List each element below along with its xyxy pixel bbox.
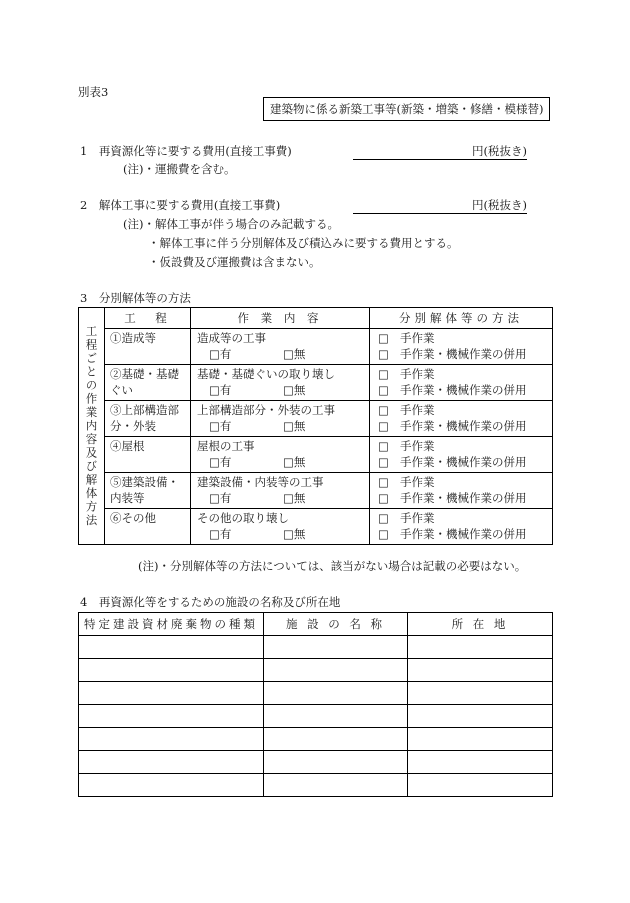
no-checkbox[interactable]: □無 bbox=[283, 491, 306, 505]
document-title: 建築物に係る新築工事等(新築・増築・修繕・模様替) bbox=[263, 97, 550, 121]
side-label: 工程ごとの作業内容及び解体方法 bbox=[79, 308, 105, 545]
yes-checkbox[interactable]: □有 bbox=[209, 347, 232, 361]
checkbox[interactable]: □ bbox=[378, 419, 389, 433]
table-cell[interactable] bbox=[408, 682, 553, 705]
combined-method-option[interactable]: □ 手作業・機械作業の併用 bbox=[378, 347, 527, 361]
no-checkbox[interactable]: □無 bbox=[283, 383, 306, 397]
yes-checkbox[interactable]: □有 bbox=[209, 491, 232, 505]
combined-method-option[interactable]: □ 手作業・機械作業の併用 bbox=[378, 383, 527, 397]
yes-checkbox[interactable]: □有 bbox=[209, 455, 232, 469]
method-cell bbox=[370, 473, 553, 509]
checkbox[interactable]: □ bbox=[378, 439, 389, 453]
table-cell[interactable] bbox=[79, 728, 264, 751]
process-cell: ⑥その他 bbox=[105, 509, 191, 545]
column-header: 特定建設資材廃棄物の種類 bbox=[79, 613, 264, 636]
work-name: 建築設備・内装等の工事 bbox=[197, 475, 324, 489]
table-row bbox=[79, 636, 553, 659]
process-cell: ⑤建築設備・内装等 bbox=[105, 473, 191, 509]
checkbox[interactable]: □ bbox=[378, 527, 389, 541]
checkbox[interactable]: □ bbox=[378, 347, 389, 361]
section4-label: 4 再資源化等をするための施設の名称及び所在地 bbox=[80, 595, 341, 609]
table-cell[interactable] bbox=[408, 774, 553, 797]
no-checkbox[interactable]: □無 bbox=[283, 347, 306, 361]
no-checkbox[interactable]: □無 bbox=[283, 527, 306, 541]
checkbox[interactable]: □ bbox=[378, 475, 389, 489]
manual-method-option[interactable]: □ 手作業 bbox=[378, 331, 435, 345]
table-row bbox=[79, 329, 553, 365]
table-cell[interactable] bbox=[79, 751, 264, 774]
work-cell bbox=[191, 329, 370, 365]
table-row bbox=[79, 509, 553, 545]
work-cell bbox=[191, 437, 370, 473]
table-row bbox=[79, 682, 553, 705]
table-cell[interactable] bbox=[79, 705, 264, 728]
combined-method-option[interactable]: □ 手作業・機械作業の併用 bbox=[378, 455, 527, 469]
table-row bbox=[79, 774, 553, 797]
table-header-row bbox=[79, 613, 553, 636]
no-checkbox[interactable]: □無 bbox=[283, 419, 306, 433]
table-cell[interactable] bbox=[264, 636, 408, 659]
work-cell bbox=[191, 473, 370, 509]
manual-method-option[interactable]: □ 手作業 bbox=[378, 403, 435, 417]
combined-method-option[interactable]: □ 手作業・機械作業の併用 bbox=[378, 527, 527, 541]
checkbox[interactable]: □ bbox=[378, 491, 389, 505]
table-cell[interactable] bbox=[264, 751, 408, 774]
work-name: 造成等の工事 bbox=[197, 331, 266, 345]
process-cell: ④屋根 bbox=[105, 437, 191, 473]
process-cell: ①造成等 bbox=[105, 329, 191, 365]
table-cell[interactable] bbox=[79, 774, 264, 797]
section2-note: ・解体工事に伴う分別解体及び積込みに要する費用とする。 bbox=[148, 236, 459, 250]
column-header: 所 在 地 bbox=[408, 613, 553, 636]
table-header-row bbox=[79, 308, 553, 329]
manual-method-option[interactable]: □ 手作業 bbox=[378, 511, 435, 525]
manual-method-option[interactable]: □ 手作業 bbox=[378, 475, 435, 489]
process-cell: ③上部構造部分・外装 bbox=[105, 401, 191, 437]
section2-amount-field[interactable] bbox=[353, 197, 527, 214]
section1-label: 1 再資源化等に要する費用(直接工事費) bbox=[80, 144, 292, 158]
table-cell[interactable] bbox=[264, 659, 408, 682]
table-cell[interactable] bbox=[79, 659, 264, 682]
table-cell[interactable] bbox=[408, 636, 553, 659]
section2-unit: 円(税抜き) bbox=[472, 198, 527, 212]
checkbox[interactable]: □ bbox=[378, 403, 389, 417]
section3-note: (注)・分別解体等の方法については、該当がない場合は記載の必要はない。 bbox=[138, 559, 527, 573]
combined-method-option[interactable]: □ 手作業・機械作業の併用 bbox=[378, 419, 527, 433]
process-cell: ②基礎・基礎ぐい bbox=[105, 365, 191, 401]
table-row bbox=[79, 659, 553, 682]
column-header: 施 設 の 名 称 bbox=[264, 613, 408, 636]
work-name: 上部構造部分・外装の工事 bbox=[197, 403, 335, 417]
checkbox[interactable]: □ bbox=[378, 383, 389, 397]
table-row bbox=[79, 365, 553, 401]
recycling-facility-table bbox=[78, 612, 553, 797]
yes-checkbox[interactable]: □有 bbox=[209, 419, 232, 433]
work-name: その他の取り壊し bbox=[197, 511, 289, 525]
section2-note: ・仮設費及び運搬費は含まない。 bbox=[148, 255, 321, 269]
method-cell bbox=[370, 401, 553, 437]
combined-method-option[interactable]: □ 手作業・機械作業の併用 bbox=[378, 491, 527, 505]
table-row bbox=[79, 437, 553, 473]
work-cell bbox=[191, 365, 370, 401]
table-cell[interactable] bbox=[79, 682, 264, 705]
appendix-label: 別表3 bbox=[78, 85, 109, 99]
section2-note: (注)・解体工事が伴う場合のみ記載する。 bbox=[123, 217, 339, 231]
manual-method-option[interactable]: □ 手作業 bbox=[378, 439, 435, 453]
yes-checkbox[interactable]: □有 bbox=[209, 383, 232, 397]
section1-unit: 円(税抜き) bbox=[472, 144, 527, 158]
work-cell bbox=[191, 401, 370, 437]
table-row bbox=[79, 401, 553, 437]
table-cell[interactable] bbox=[264, 682, 408, 705]
method-cell bbox=[370, 509, 553, 545]
no-checkbox[interactable]: □無 bbox=[283, 455, 306, 469]
table-cell[interactable] bbox=[408, 705, 553, 728]
checkbox[interactable]: □ bbox=[378, 331, 389, 345]
work-name: 基礎・基礎ぐいの取り壊し bbox=[197, 367, 335, 381]
method-cell bbox=[370, 329, 553, 365]
section1-note: (注)・運搬費を含む。 bbox=[123, 162, 236, 176]
table-cell[interactable] bbox=[264, 705, 408, 728]
checkbox[interactable]: □ bbox=[378, 511, 389, 525]
checkbox[interactable]: □ bbox=[378, 367, 389, 381]
manual-method-option[interactable]: □ 手作業 bbox=[378, 367, 435, 381]
section3-label: 3 分別解体等の方法 bbox=[80, 291, 191, 305]
table-row bbox=[79, 473, 553, 509]
method-cell bbox=[370, 437, 553, 473]
table-cell[interactable] bbox=[264, 728, 408, 751]
table-row bbox=[79, 751, 553, 774]
section2-label: 2 解体工事に要する費用(直接工事費) bbox=[80, 198, 281, 212]
table-row bbox=[79, 728, 553, 751]
table-cell[interactable] bbox=[264, 774, 408, 797]
column-header: 工 程 bbox=[105, 308, 191, 329]
work-cell bbox=[191, 509, 370, 545]
column-header: 分別解体等の方法 bbox=[370, 308, 553, 329]
method-cell bbox=[370, 365, 553, 401]
work-name: 屋根の工事 bbox=[197, 439, 255, 453]
checkbox[interactable]: □ bbox=[378, 455, 389, 469]
table-cell[interactable] bbox=[408, 659, 553, 682]
table-cell[interactable] bbox=[408, 751, 553, 774]
table-cell[interactable] bbox=[79, 636, 264, 659]
table-cell[interactable] bbox=[408, 728, 553, 751]
table-row bbox=[79, 705, 553, 728]
yes-checkbox[interactable]: □有 bbox=[209, 527, 232, 541]
section1-amount-field[interactable] bbox=[353, 143, 527, 160]
demolition-method-table bbox=[78, 307, 553, 545]
column-header: 作 業 内 容 bbox=[191, 308, 370, 329]
